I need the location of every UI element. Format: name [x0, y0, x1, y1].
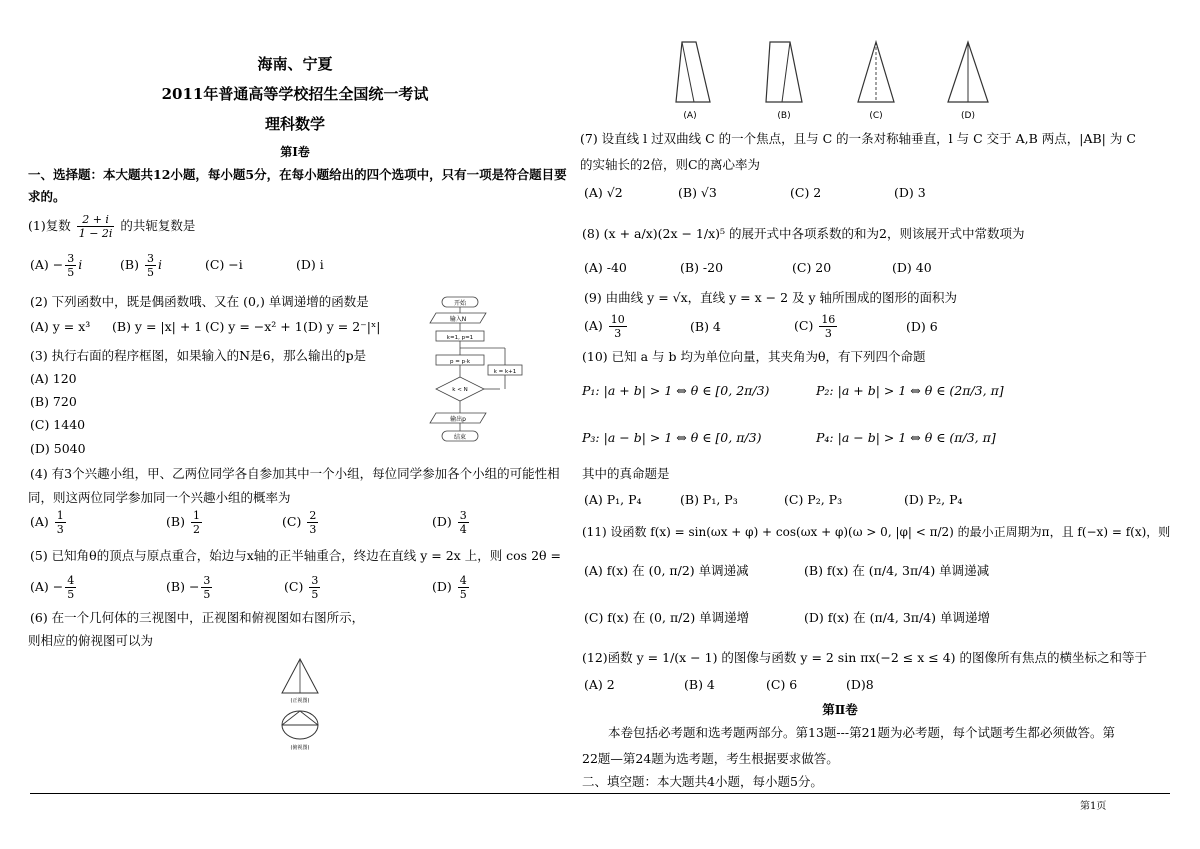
q10-stem: (10) 已知 a 与 b 均为单位向量，其夹角为θ，有下列四个命题 — [582, 349, 926, 364]
q11-stem: (11) 设函数 f(x) = sin(ωx + φ) + cos(ωx + φ)(ω > 0, |φ| < π/2) 的最小正周期为π，且 f(−x) = f(x)，则 — [582, 525, 1171, 539]
q2-option-b: (B) y = |x| + 1 — [112, 319, 203, 334]
q1-b-num: 3 — [146, 252, 154, 265]
q5-d-num: 4 — [459, 574, 467, 587]
fill-blank-heading: 二、填空题：本大题共4小题，每小题5分。 — [582, 774, 823, 789]
q7-option-d: (D) 3 — [894, 185, 926, 200]
q5-d-letter: (D) — [432, 579, 452, 594]
q11-option-d: (D) f(x) 在 (π/4, 3π/4) 单调递增 — [804, 610, 991, 625]
q6-option-c-label: (C) — [869, 111, 883, 121]
q5-b-num: 3 — [203, 574, 211, 587]
part2-intro-line1: 本卷包括必考题和选考题两部分。第13题---第21题为必考题，每个试题考生都必须做答。第 — [608, 725, 1115, 740]
q11-option-c: (C) f(x) 在 (0, π/2) 单调递增 — [584, 610, 750, 625]
q10-p2: P₂: |a + b| > 1 ⇔ θ ∈ (2π/3, π] — [816, 383, 1004, 398]
q12-stem: (12)函数 y = 1/(x − 1) 的图像与函数 y = 2 sin πx(−2 ≤ x ≤ 4) 的图像所有焦点的横坐标之和等于 — [582, 650, 1148, 665]
q6-option-a-label: (A) — [683, 111, 697, 121]
q6-front-label: (正视图) — [290, 698, 310, 704]
q12-option-b: (B) 4 — [684, 677, 715, 692]
q5-option-d — [432, 574, 471, 601]
q1-option-d: (D) i — [296, 257, 324, 272]
q6-option-b-label: (B) — [777, 111, 791, 121]
q2-stem: (2) 下列函数中，既是偶函数哦、又在 (0,) 单调递增的函数是 — [30, 294, 369, 309]
q4-c-letter: (C) — [282, 514, 302, 529]
q7-option-b: (B) √3 — [678, 185, 717, 200]
q8-option-a: (A) -40 — [584, 260, 627, 275]
q9-a-num: 10 — [610, 313, 625, 326]
q6-option-d-label: (D) — [961, 111, 975, 121]
q11-option-a: (A) f(x) 在 (0, π/2) 单调递减 — [584, 563, 749, 578]
q5-stem: (5) 已知角θ的顶点与原点重合，始边与x轴的正半轴重合，终边在直线 y = 2x 上，则 cos 2θ = — [30, 548, 562, 563]
part2-heading: 第Ⅱ卷 — [822, 702, 858, 717]
q7-option-a: (A) √2 — [584, 185, 623, 200]
q4-d-num: 3 — [459, 509, 467, 522]
q1-option-a-letter: (A) — [30, 257, 49, 272]
q5-a-sign: − — [52, 579, 64, 594]
flow-end: 结束 — [453, 434, 467, 441]
q1-option-b-frac — [145, 252, 156, 279]
q1-option-b — [120, 252, 162, 279]
q9-a-frac — [609, 313, 627, 340]
q5-c-letter: (C) — [284, 579, 304, 594]
exam-region: 海南、宁夏 — [257, 55, 333, 73]
q4-b-num: 1 — [192, 509, 200, 522]
q5-a-frac — [65, 574, 76, 601]
q4-line1: (4) 有3个兴趣小组，甲、乙两位同学各自参加其中一个小组，每位同学参加各个小组的可能性相 — [30, 466, 560, 481]
q7-line1: (7) 设直线 l 过双曲线 C 的一个焦点，且与 C 的一条对称轴垂直，l 与 C 交于 A,B 两点，|AB| 为 C — [580, 131, 1136, 146]
q5-a-letter: (A) — [30, 579, 49, 594]
q9-c-frac — [819, 313, 837, 340]
q2-option-a: (A) y = x³ — [30, 319, 91, 334]
q4-b-frac — [191, 509, 202, 536]
q1-option-a — [30, 252, 82, 279]
q1-option-b-letter: (B) — [120, 257, 139, 272]
q9-c-den: 3 — [824, 327, 832, 340]
q12-option-d: (D)8 — [846, 677, 874, 692]
q4-option-c — [282, 509, 320, 536]
q1-a-den: 5 — [67, 266, 75, 279]
q1-stem-post: 的共轭复数是 — [120, 218, 196, 233]
q9-c-num: 16 — [821, 313, 836, 326]
q1-option-c: (C) −i — [205, 257, 243, 272]
q5-c-num: 3 — [311, 574, 319, 587]
q4-a-den: 3 — [56, 523, 64, 536]
q3-flowchart — [420, 295, 530, 450]
q5-b-letter: (B) — [166, 579, 185, 594]
section1-heading-line2: 求的。 — [28, 189, 66, 204]
q10-p4: P₄: |a − b| > 1 ⇔ θ ∈ (π/3, π] — [816, 430, 996, 445]
q6-line1: (6) 在一个几何体的三视图中，正视图和俯视图如右图所示， — [30, 610, 365, 625]
flow-input: 输入N — [449, 316, 467, 323]
exam-subject: 理科数学 — [264, 115, 325, 133]
q6-line2: 则相应的俯视图可以为 — [28, 633, 154, 648]
q9-option-b: (B) 4 — [690, 319, 721, 334]
q1-fraction — [77, 213, 115, 240]
exam-title: 2011年普通高等学校招生全国统一考试 — [161, 85, 429, 103]
flow-output: 输出p — [450, 416, 466, 423]
q5-option-b — [166, 574, 214, 601]
q1-option-a-frac — [65, 252, 76, 279]
q3-option-c: (C) 1440 — [30, 417, 86, 432]
q5-d-den: 5 — [459, 588, 467, 601]
q1-b-den: 5 — [146, 266, 154, 279]
q10-tail: 其中的真命题是 — [582, 466, 670, 481]
q8-option-d: (D) 40 — [892, 260, 932, 275]
q7-option-c: (C) 2 — [790, 185, 822, 200]
q1-option-a-sign: − — [52, 257, 64, 272]
q5-option-a — [30, 574, 78, 601]
q5-a-den: 5 — [67, 588, 75, 601]
q1-stem — [28, 213, 195, 240]
q5-c-frac — [309, 574, 320, 601]
q9-c-letter: (C) — [794, 318, 814, 333]
q9-a-letter: (A) — [584, 318, 603, 333]
part2-intro-line2: 22题—第24题为选考题，考生根据要求做答。 — [582, 751, 839, 766]
q1-b-var: i — [157, 257, 162, 272]
q6-options-figure — [672, 38, 992, 123]
q9-option-a — [584, 313, 629, 340]
q10-option-d: (D) P₂, P₄ — [904, 492, 963, 507]
q5-b-sign: − — [188, 579, 200, 594]
q4-c-num: 2 — [309, 509, 317, 522]
q8-stem: (8) (x + a/x)(2x − 1/x)⁵ 的展开式中各项系数的和为2，则该展开式中常数项为 — [582, 226, 1025, 241]
q3-option-a: (A) 120 — [30, 371, 77, 386]
q5-b-frac — [201, 574, 212, 601]
q5-a-num: 4 — [67, 574, 75, 587]
flow-init: k=1, p=1 — [446, 335, 474, 341]
q9-option-c — [794, 313, 839, 340]
q12-option-a: (A) 2 — [584, 677, 615, 692]
page-number: 第1页 — [1080, 801, 1107, 812]
q4-option-d — [432, 509, 471, 536]
q5-c-den: 5 — [311, 588, 319, 601]
q3-option-b: (B) 720 — [30, 394, 77, 409]
q8-option-b: (B) -20 — [680, 260, 724, 275]
q10-option-b: (B) P₁, P₃ — [680, 492, 738, 507]
flow-multiply: p = p·k — [449, 359, 471, 365]
q5-option-c — [284, 574, 322, 601]
q4-a-num: 1 — [56, 509, 64, 522]
q1-num: 2 + i — [77, 213, 115, 227]
q4-b-den: 2 — [192, 523, 200, 536]
flow-increment: k = k+1 — [493, 369, 517, 375]
q4-c-den: 3 — [309, 523, 317, 536]
footer-divider — [30, 793, 1170, 794]
q3-option-d: (D) 5040 — [30, 441, 86, 456]
q4-d-den: 4 — [459, 523, 467, 536]
q1-stem-pre: (1)复数 — [28, 218, 71, 233]
part1-heading: 第Ⅰ卷 — [280, 145, 310, 159]
q6-top-label: (俯视图) — [290, 745, 310, 751]
q10-p3: P₃: |a − b| > 1 ⇔ θ ∈ [0, π/3) — [582, 430, 762, 445]
q4-c-frac — [307, 509, 318, 536]
q4-b-letter: (B) — [166, 514, 185, 529]
q4-a-frac — [55, 509, 66, 536]
q1-a-var: i — [78, 257, 83, 272]
q7-line2: 的实轴长的2倍，则C的离心率为 — [580, 157, 761, 172]
q9-stem: (9) 由曲线 y = √x，直线 y = x − 2 及 y 轴所围成的图形的面积为 — [584, 290, 958, 305]
q10-option-c: (C) P₂, P₃ — [784, 492, 843, 507]
q2-option-c: (C) y = −x² + 1 — [205, 319, 303, 334]
q12-option-c: (C) 6 — [766, 677, 798, 692]
q10-option-a: (A) P₁, P₄ — [584, 492, 642, 507]
flow-start: 开始 — [453, 300, 467, 307]
q5-d-frac — [458, 574, 469, 601]
q8-option-c: (C) 20 — [792, 260, 832, 275]
q4-line2: 同，则这两位同学参加同一个兴趣小组的概率为 — [28, 490, 291, 505]
q9-a-den: 3 — [614, 327, 622, 340]
q9-option-d: (D) 6 — [906, 319, 938, 334]
q1-den: 1 − 2i — [78, 227, 113, 240]
q4-d-letter: (D) — [432, 514, 452, 529]
flow-condition: k < N — [452, 387, 468, 393]
q5-b-den: 5 — [203, 588, 211, 601]
q4-option-a — [30, 509, 68, 536]
q2-option-d: (D) y = 2⁻|ˣ| — [303, 319, 381, 334]
section1-heading-line1: 一、选择题：本大题共12小题，每小题5分，在每小题给出的四个选项中，只有一项是符合题目要 — [28, 167, 567, 182]
q10-p1: P₁: |a + b| > 1 ⇔ θ ∈ [0, 2π/3) — [582, 383, 770, 398]
q3-stem: (3) 执行右面的程序框图，如果输入的N是6，那么输出的p是 — [30, 348, 367, 363]
q4-d-frac — [458, 509, 469, 536]
q4-a-letter: (A) — [30, 514, 49, 529]
q4-option-b — [166, 509, 204, 536]
q6-views-figure — [272, 655, 332, 755]
q11-option-b: (B) f(x) 在 (π/4, 3π/4) 单调递减 — [804, 563, 990, 578]
q1-a-num: 3 — [67, 252, 75, 265]
